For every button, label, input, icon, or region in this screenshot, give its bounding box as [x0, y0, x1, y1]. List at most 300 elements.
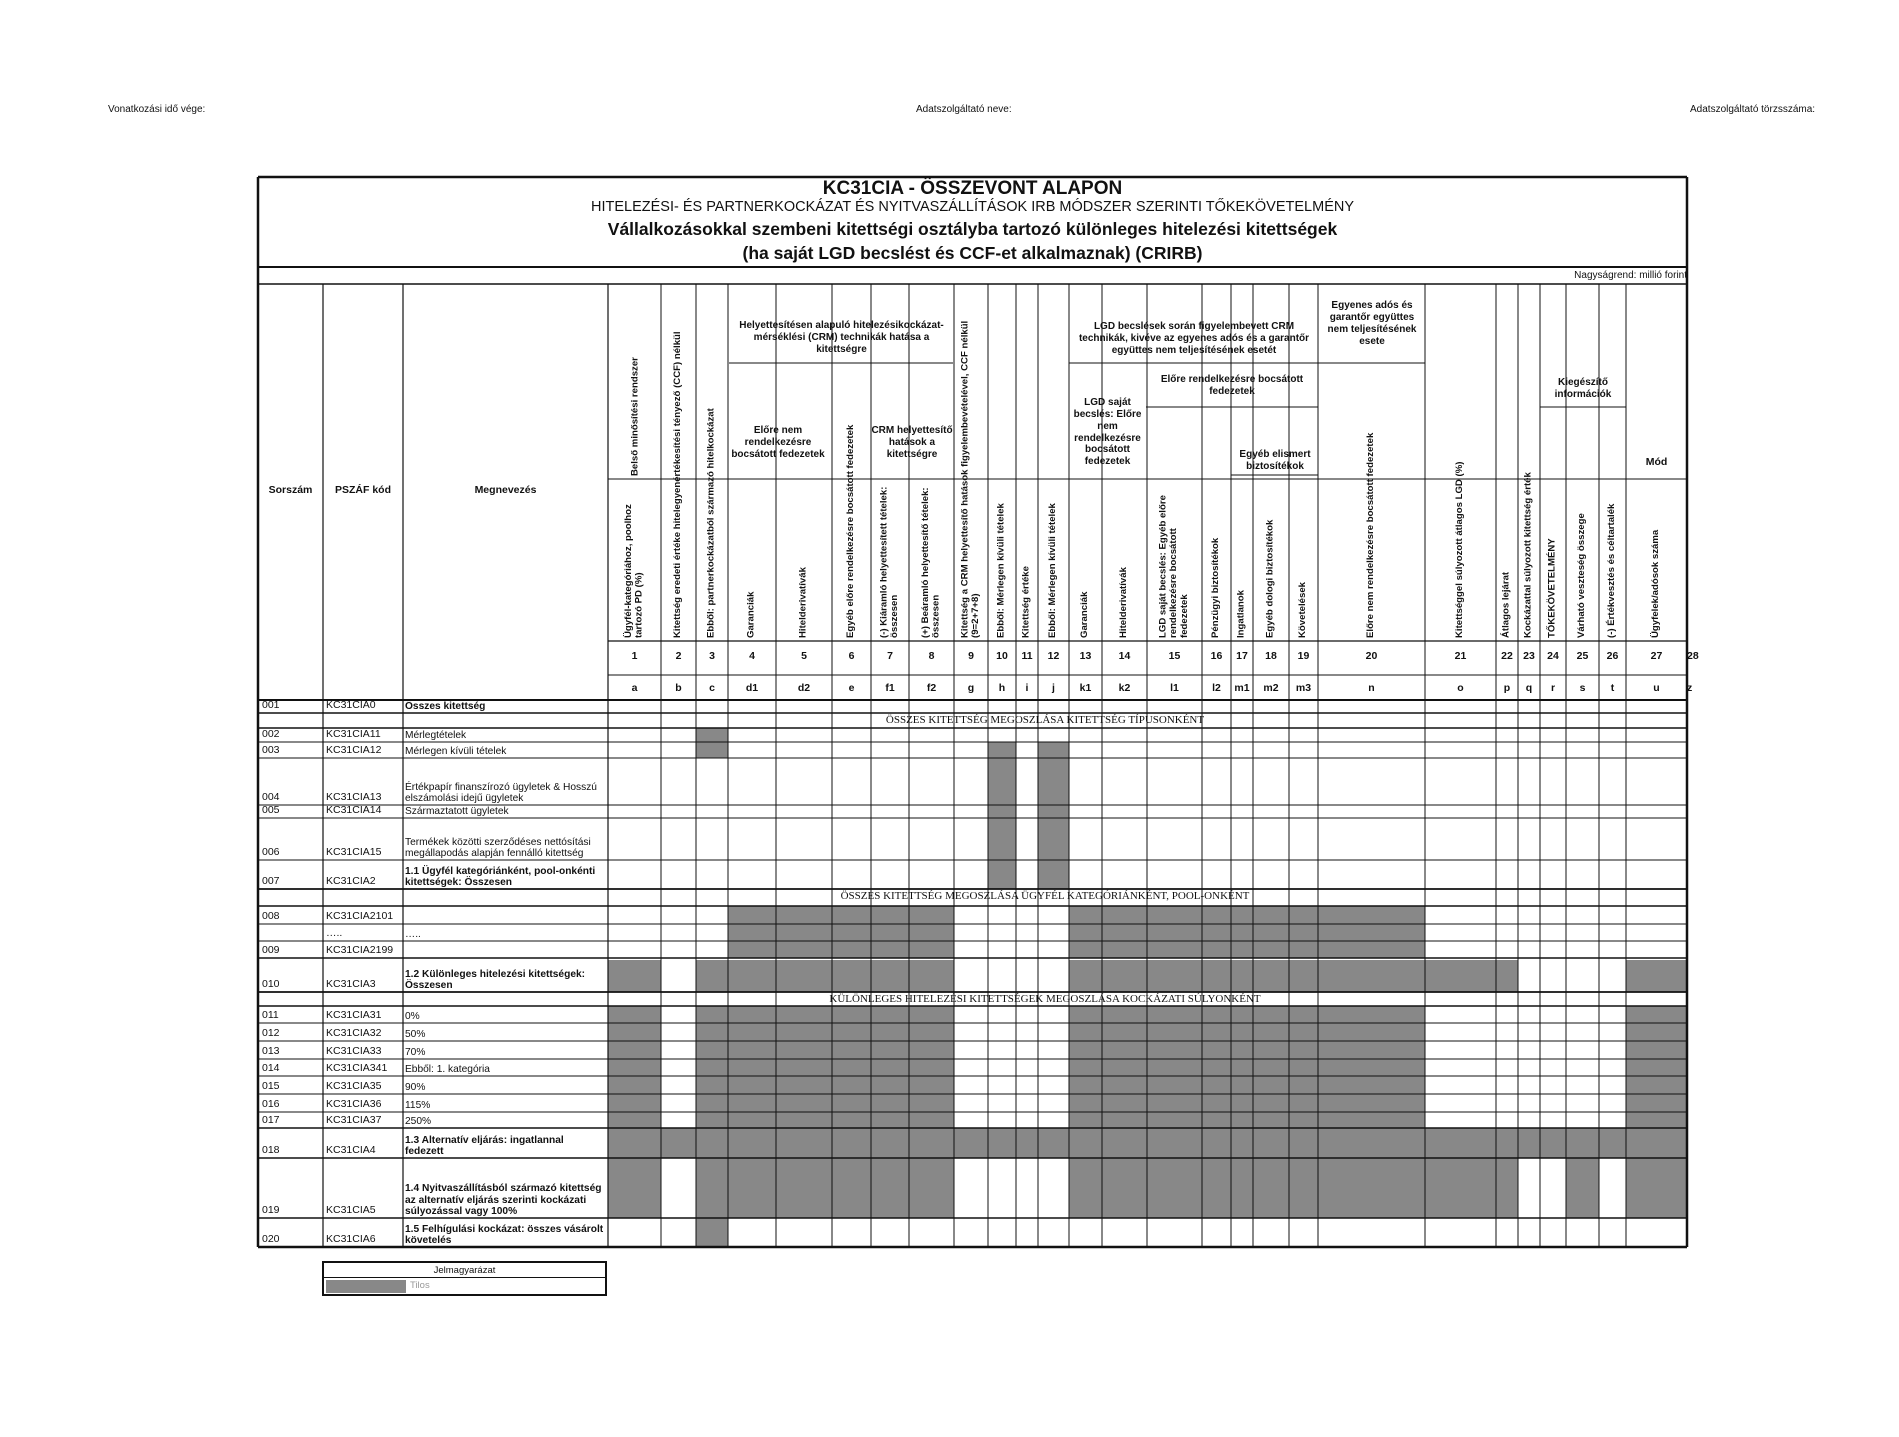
header-mod: Mód: [1645, 456, 1668, 468]
row-megnevezes: [405, 907, 605, 924]
column-number: 6: [848, 650, 855, 662]
column-letter: z: [1687, 682, 1693, 694]
shaded-cell: [832, 1041, 871, 1059]
column-header-25: Várható veszteség összege: [1576, 513, 1588, 638]
column-header-8: (+) Beáramló helyettesítő tételek: összesen: [919, 487, 942, 638]
shaded-cell: [1231, 1059, 1253, 1076]
shaded-cell: [776, 1076, 832, 1094]
column-number: 13: [1079, 650, 1092, 662]
row-pszaf-kod: KC31CIA11: [326, 728, 381, 740]
shaded-cell: [1069, 960, 1102, 992]
shaded-cell: [1599, 1128, 1626, 1158]
shaded-cell: [1202, 941, 1231, 958]
shaded-cell: [1069, 1094, 1102, 1112]
row-megnevezes: 50%: [405, 1029, 426, 1041]
form-subtitle: HITELEZÉSI- ÉS PARTNERKOCKÁZAT ÉS NYITVASZÁLLÍTÁSOK IRB MÓDSZER SZERINTI TŐKEKÖVETELMÉNY: [590, 199, 1355, 215]
shaded-cell: [1147, 1041, 1202, 1059]
shaded-cell: [1147, 1059, 1202, 1076]
column-header-10: Ebből: Mérlegen kívüli tételek: [995, 503, 1007, 638]
shaded-cell: [1202, 1076, 1231, 1094]
shaded-cell: [728, 924, 776, 941]
group-header-elore-nem: Előre nem rendelkezésre bocsátott fedezetek: [731, 425, 825, 460]
header-sorszam: Sorszám: [268, 484, 313, 496]
group-header-lgd: LGD becslések során figyelembevett CRM technikák, kivéve az egyenes adós és a garantőr együttes nem teljesítésének esetét: [1078, 321, 1310, 356]
shaded-cell: [728, 906, 776, 924]
shaded-cell: [1147, 1023, 1202, 1041]
row-sorszam: 018: [262, 1144, 280, 1156]
shaded-cell: [1318, 1023, 1425, 1041]
shaded-cell: [1318, 1128, 1425, 1158]
shaded-cell: [909, 1006, 954, 1023]
row-pszaf-kod: KC31CIA13: [326, 791, 382, 803]
row-pszaf-kod: KC31CIA35: [326, 1080, 382, 1092]
column-letter: m3: [1295, 682, 1312, 694]
column-number: 5: [801, 650, 807, 662]
row-pszaf-kod: …..: [326, 927, 343, 939]
shaded-cell: [988, 1128, 1016, 1158]
shaded-cell: [832, 924, 871, 941]
shaded-cell: [1289, 1094, 1318, 1112]
row-sorszam: 001: [262, 699, 280, 711]
row-pszaf-kod: KC31CIA6: [326, 1233, 376, 1245]
shaded-cell: [1231, 1094, 1253, 1112]
form-title: Vállalkozásokkal szembeni kitettségi osztályba tartozó különleges hitelezési kitettségek: [607, 219, 1338, 239]
shaded-cell: [776, 1112, 832, 1128]
group-header-crm-hatas: CRM helyettesítő hatások a kitettségre: [871, 425, 953, 460]
shaded-cell: [1318, 924, 1425, 941]
shaded-cell: [1425, 1158, 1496, 1218]
shaded-cell: [832, 906, 871, 924]
shaded-cell: [909, 1076, 954, 1094]
shaded-cell: [909, 1041, 954, 1059]
shaded-cell: [1289, 924, 1318, 941]
shaded-cell: [696, 728, 728, 742]
column-header-3: Ebből: partnerkockázatból származó hitelkockázat: [705, 408, 717, 638]
shaded-cell: [1102, 1094, 1147, 1112]
column-letter: q: [1525, 682, 1533, 694]
shaded-cell: [871, 1076, 909, 1094]
row-sorszam: 005: [262, 804, 280, 816]
shaded-cell: [1231, 1128, 1253, 1158]
shaded-cell: [1496, 1128, 1518, 1158]
shaded-cell: [1318, 906, 1425, 924]
shaded-cell: [608, 960, 661, 992]
shaded-cell: [909, 1023, 954, 1041]
column-number: 10: [996, 650, 1008, 662]
column-header-22: Átlagos lejárat: [1500, 571, 1512, 638]
row-pszaf-kod: KC31CIA341: [326, 1062, 388, 1074]
shaded-cell: [1038, 1128, 1069, 1158]
shaded-cell: [776, 1059, 832, 1076]
shaded-cell: [1318, 941, 1425, 958]
column-number: 7: [887, 650, 893, 662]
column-header-1: Ügyfél-kategóriához, poolhoz tartozó PD (%): [622, 504, 645, 638]
column-letter: t: [1610, 682, 1615, 694]
shaded-cell: [1289, 1006, 1318, 1023]
shaded-cell: [1289, 1041, 1318, 1059]
row-sorszam: 010: [262, 978, 280, 990]
column-letter: g: [967, 682, 975, 694]
row-megnevezes: Termékek közötti szerződéses nettósítási megállapodás alapján fennálló kitettség: [405, 836, 591, 860]
shaded-cell: [776, 1128, 832, 1158]
column-letter: d1: [745, 682, 759, 694]
column-letter: k1: [1079, 682, 1092, 694]
row-sorszam: 019: [262, 1204, 280, 1216]
row-sorszam: 007: [262, 875, 280, 887]
shaded-cell: [1318, 960, 1425, 992]
shaded-cell: [1626, 1094, 1687, 1112]
shaded-cell: [608, 1158, 661, 1218]
shaded-cell: [696, 1076, 728, 1094]
shaded-cell: [608, 1094, 661, 1112]
shaded-cell: [1626, 1076, 1687, 1094]
shaded-cell: [871, 1094, 909, 1112]
shaded-cell: [1231, 941, 1253, 958]
header-pszaf-kod: PSZÁF kód: [334, 484, 391, 496]
shaded-cell: [728, 1128, 776, 1158]
column-number: 3: [709, 650, 715, 662]
column-number: 1: [631, 650, 638, 662]
shaded-cell: [1626, 1112, 1687, 1128]
shaded-cell: [1102, 1006, 1147, 1023]
shaded-cell: [608, 1041, 661, 1059]
row-megnevezes: Mérlegtételek: [405, 730, 467, 742]
column-letter: l2: [1212, 682, 1221, 694]
shaded-cell: [1038, 758, 1069, 805]
row-pszaf-kod: KC31CIA2: [326, 875, 376, 887]
shaded-cell: [1253, 941, 1289, 958]
shaded-cell: [1147, 1094, 1202, 1112]
shaded-cell: [1253, 1023, 1289, 1041]
shaded-cell: [776, 1041, 832, 1059]
shaded-cell: [1069, 1041, 1102, 1059]
column-letter: m2: [1263, 682, 1279, 694]
shaded-cell: [1038, 742, 1069, 758]
shaded-cell: [696, 742, 728, 758]
shaded-cell: [696, 1094, 728, 1112]
shaded-cell: [1069, 1128, 1102, 1158]
row-megnevezes: 250%: [405, 1116, 432, 1128]
column-letter: d2: [797, 682, 811, 694]
row-megnevezes: …..: [405, 929, 421, 941]
row-megnevezes: 90%: [405, 1082, 426, 1094]
column-number: 28: [1687, 650, 1699, 662]
shaded-cell: [1147, 1158, 1202, 1218]
shaded-cell: [1147, 924, 1202, 941]
shaded-cell: [1069, 1006, 1102, 1023]
shaded-cell: [909, 1059, 954, 1076]
column-letter: i: [1025, 682, 1029, 694]
column-number: 26: [1606, 650, 1619, 662]
column-header-2: Kitettség eredeti értéke hitelegyenértékesítési tényező (CCF) nélkül: [672, 331, 684, 638]
column-number: 12: [1047, 650, 1060, 662]
shaded-cell: [832, 1023, 871, 1041]
shaded-cell: [1147, 1128, 1202, 1158]
shaded-cell: [1102, 960, 1147, 992]
header-megnevezes: Megnevezés: [474, 484, 537, 496]
shaded-cell: [1318, 1094, 1425, 1112]
shaded-cell: [608, 1023, 661, 1041]
row-pszaf-kod: KC31CIA37: [326, 1114, 382, 1126]
shaded-cell: [832, 1094, 871, 1112]
shaded-cell: [871, 906, 909, 924]
shaded-cell: [1231, 960, 1253, 992]
column-header-17: Ingatlanok: [1235, 590, 1247, 638]
shaded-cell: [1102, 1041, 1147, 1059]
row-pszaf-kod: KC31CIA2101: [326, 910, 394, 922]
column-number: 2: [675, 650, 682, 662]
row-megnevezes: 1.2 Különleges hitelezési kitettségek: Összesen: [405, 968, 586, 992]
shaded-cell: [1202, 1006, 1231, 1023]
shaded-cell: [1231, 1076, 1253, 1094]
shaded-cell: [1231, 1112, 1253, 1128]
shaded-cell: [776, 1094, 832, 1112]
shaded-cell: [661, 1128, 696, 1158]
shaded-cell: [1069, 924, 1102, 941]
reporting-period-label: Vonatkozási idő vége:: [108, 104, 206, 115]
shaded-cell: [776, 960, 832, 992]
column-letter: c: [709, 682, 715, 694]
shaded-cell: [988, 860, 1016, 889]
shaded-cell: [1202, 924, 1231, 941]
column-letter: u: [1653, 682, 1660, 694]
column-header-13: Garanciák: [1079, 591, 1091, 638]
shaded-cell: [1069, 1059, 1102, 1076]
row-megnevezes: Származtatott ügyletek: [405, 806, 509, 818]
shaded-cell: [1202, 1112, 1231, 1128]
shaded-cell: [1202, 1158, 1231, 1218]
column-header-9: Kitettség a CRM helyettesítő hatások figyelembevételével, CCF nélkül (9=2+7+8): [959, 320, 981, 638]
column-letter: j: [1052, 682, 1055, 694]
shaded-cell: [1231, 906, 1253, 924]
row-pszaf-kod: KC31CIA33: [326, 1045, 382, 1057]
column-number: 11: [1021, 650, 1033, 662]
form-code-title: KC31CIA - ÖSSZEVONT ALAPON: [822, 178, 1123, 199]
shaded-cell: [988, 805, 1016, 818]
shaded-cell: [1253, 1158, 1289, 1218]
shaded-cell: [1626, 1128, 1687, 1158]
shaded-cell: [1038, 818, 1069, 860]
unit-label: Nagyságrend: millió forint: [1574, 270, 1687, 281]
shaded-cell: [832, 1006, 871, 1023]
shaded-cell: [1318, 1076, 1425, 1094]
row-megnevezes: 1.1 Ügyfél kategóriánként, pool-onkénti kitettségek: Összesen: [405, 865, 596, 889]
shaded-cell: [696, 1006, 728, 1023]
column-number: 23: [1523, 650, 1535, 662]
shaded-cell: [1202, 1023, 1231, 1041]
column-letter: p: [1503, 682, 1511, 694]
shaded-cell: [1540, 1128, 1566, 1158]
shaded-cell: [1147, 960, 1202, 992]
shaded-cell: [1566, 1128, 1599, 1158]
column-header-27: Ügyfelek/adósok száma: [1650, 529, 1662, 638]
row-sorszam: 016: [262, 1098, 280, 1110]
shaded-cell: [728, 960, 776, 992]
shaded-cell: [1253, 1112, 1289, 1128]
shaded-cell: [909, 924, 954, 941]
column-number: 9: [968, 650, 974, 662]
shaded-cell: [1147, 1006, 1202, 1023]
shaded-cell: [1289, 1128, 1318, 1158]
column-number: 18: [1265, 650, 1277, 662]
legend-swatch: [326, 1280, 406, 1293]
shaded-cell: [696, 1041, 728, 1059]
row-pszaf-kod: KC31CIA15: [326, 846, 382, 858]
shaded-cell: [832, 1158, 871, 1218]
shaded-cell: [1289, 1076, 1318, 1094]
shaded-cell: [1626, 1006, 1687, 1023]
shaded-cell: [871, 960, 909, 992]
shaded-cell: [608, 1059, 661, 1076]
shaded-cell: [728, 1023, 776, 1041]
provider-id-label: Adatszolgáltató törzsszáma:: [1690, 104, 1816, 115]
row-sorszam: 014: [262, 1062, 280, 1074]
section-band: ÖSSZES KITETTSÉG MEGOSZLÁSA ÜGYFÉL KATEGÓRIÁNKÉNT, POOL-ONKÉNT: [840, 890, 1250, 902]
legend-item-label: Tilos: [410, 1280, 430, 1291]
column-number: 14: [1118, 650, 1131, 662]
shaded-cell: [1069, 1023, 1102, 1041]
shaded-cell: [696, 1112, 728, 1128]
shaded-cell: [988, 818, 1016, 860]
column-header-23: Kockázattal súlyozott kitettség érték: [1522, 472, 1534, 638]
shaded-cell: [1253, 1059, 1289, 1076]
provider-name-label: Adatszolgáltató neve:: [916, 104, 1012, 115]
legend: [322, 1261, 607, 1296]
shaded-cell: [1253, 1076, 1289, 1094]
shaded-cell: [728, 1094, 776, 1112]
row-sorszam: 011: [262, 1009, 279, 1021]
shaded-cell: [871, 1112, 909, 1128]
shaded-cell: [728, 1076, 776, 1094]
row-sorszam: 017: [262, 1114, 280, 1126]
group-header-crm: Helyettesítésen alapuló hitelezésikockázat-mérséklési (CRM) technikák hatása a kitettségre: [739, 320, 944, 355]
shaded-cell: [1202, 1041, 1231, 1059]
shaded-cell: [776, 906, 832, 924]
row-sorszam: 013: [262, 1045, 280, 1057]
shaded-cell: [728, 1112, 776, 1128]
shaded-cell: [1102, 1023, 1147, 1041]
shaded-cell: [1147, 941, 1202, 958]
group-header-lgd-sajat: LGD saját becslés: Előre nem rendelkezésre bocsátott fedezetek: [1073, 397, 1142, 468]
row-pszaf-kod: KC31CIA4: [326, 1144, 376, 1156]
column-number: 16: [1210, 650, 1223, 662]
row-pszaf-kod: KC31CIA3: [326, 978, 376, 990]
shaded-cell: [909, 906, 954, 924]
shaded-cell: [988, 742, 1016, 758]
column-letter: r: [1550, 682, 1556, 694]
column-number: 19: [1297, 650, 1310, 662]
shaded-cell: [1069, 906, 1102, 924]
shaded-cell: [1289, 941, 1318, 958]
shaded-cell: [909, 960, 954, 992]
row-megnevezes: Ebből: 1. kategória: [405, 1064, 490, 1076]
shaded-cell: [871, 1023, 909, 1041]
shaded-cell: [1289, 1023, 1318, 1041]
shaded-cell: [1102, 941, 1147, 958]
row-pszaf-kod: KC31CIA2199: [326, 944, 394, 956]
column-number: 25: [1576, 650, 1589, 662]
shaded-cell: [832, 1112, 871, 1128]
row-pszaf-kod: KC31CIA14: [326, 804, 382, 816]
row-sorszam: 020: [262, 1233, 280, 1245]
shaded-cell: [1231, 1041, 1253, 1059]
row-sorszam: 004: [262, 791, 280, 803]
shaded-cell: [1231, 1023, 1253, 1041]
shaded-cell: [728, 1006, 776, 1023]
column-header-11: Kitettség értéke: [1020, 566, 1032, 638]
shaded-cell: [988, 758, 1016, 805]
column-letter: h: [998, 682, 1006, 694]
shaded-cell: [1496, 960, 1518, 992]
shaded-cell: [871, 1006, 909, 1023]
legend-title: Jelmagyarázat: [433, 1265, 496, 1276]
column-header-5: Hitelderivatívák: [797, 567, 809, 638]
column-header-12: Ebből: Mérlegen kívüli tételek: [1047, 503, 1059, 638]
shaded-cell: [1202, 1059, 1231, 1076]
shaded-cell: [1147, 906, 1202, 924]
shaded-cell: [1566, 1158, 1599, 1218]
shaded-cell: [1289, 1059, 1318, 1076]
row-megnevezes: Mérlegen kívüli tételek: [405, 746, 507, 758]
form-title-note: (ha saját LGD becslést és CCF-et alkalmaznak) (CRIRB): [742, 243, 1203, 263]
row-megnevezes: 1.4 Nyitvaszállításból származó kitettség az alternatív eljárás szerinti kockázati súlyozással vagy 100%: [405, 1182, 602, 1218]
shaded-cell: [728, 1059, 776, 1076]
shaded-cell: [728, 1158, 776, 1218]
shaded-cell: [1253, 1006, 1289, 1023]
shaded-cell: [696, 1158, 728, 1218]
column-number: 15: [1168, 650, 1181, 662]
row-pszaf-kod: KC31CIA5: [326, 1204, 376, 1216]
column-header-20: Előre nem rendelkezésre bocsátott fedezetek: [1365, 432, 1377, 638]
shaded-cell: [1626, 1023, 1687, 1041]
shaded-cell: [1318, 1059, 1425, 1076]
shaded-cell: [1626, 1158, 1687, 1218]
column-letter: m1: [1234, 682, 1250, 694]
row-megnevezes: [405, 942, 605, 958]
row-sorszam: 009: [262, 944, 280, 956]
shaded-cell: [1231, 924, 1253, 941]
row-megnevezes: Összes kitettség: [405, 701, 486, 713]
row-megnevezes: Értékpapír finanszírozó ügyletek & Hosszú elszámolási idejű ügyletek: [405, 781, 597, 805]
shaded-cell: [1202, 1094, 1231, 1112]
shaded-cell: [1102, 1059, 1147, 1076]
shaded-cell: [1069, 1112, 1102, 1128]
column-number: 24: [1547, 650, 1559, 662]
shaded-cell: [1202, 960, 1231, 992]
column-number: 20: [1365, 650, 1378, 662]
row-pszaf-kod: KC31CIA0: [326, 699, 376, 711]
column-letter: f1: [885, 682, 895, 694]
column-header-18: Egyéb dologi biztosítékok: [1264, 519, 1276, 638]
shaded-cell: [608, 1006, 661, 1023]
shaded-cell: [909, 1094, 954, 1112]
column-number: 4: [749, 650, 755, 662]
shaded-cell: [871, 1158, 909, 1218]
shaded-cell: [776, 1023, 832, 1041]
column-letter: k2: [1118, 682, 1131, 694]
column-letter: n: [1368, 682, 1375, 694]
shaded-cell: [1318, 1112, 1425, 1128]
shaded-cell: [776, 1158, 832, 1218]
shaded-cell: [1518, 1128, 1540, 1158]
shaded-cell: [1202, 1128, 1231, 1158]
row-pszaf-kod: KC31CIA31: [326, 1009, 382, 1021]
column-number: 21: [1454, 650, 1467, 662]
shaded-cell: [832, 1076, 871, 1094]
shaded-cell: [1253, 1041, 1289, 1059]
shaded-cell: [1253, 1128, 1289, 1158]
shaded-cell: [1231, 1006, 1253, 1023]
